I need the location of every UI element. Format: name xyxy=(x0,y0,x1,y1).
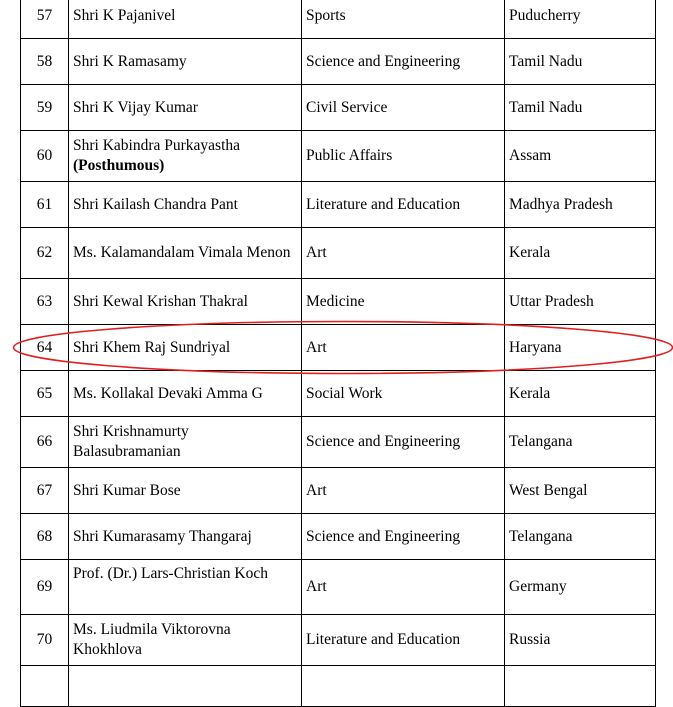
serial-number: 61 xyxy=(21,182,69,228)
table-row xyxy=(21,85,656,131)
table-row xyxy=(21,371,656,417)
award-field: Medicine xyxy=(302,279,505,325)
state-country: Puducherry xyxy=(505,0,656,39)
awardee-name: Shri Krishnamurty Balasubramanian xyxy=(69,417,302,468)
state-country: Telangana xyxy=(505,417,656,468)
award-field: Literature and Education xyxy=(302,615,505,666)
state-country: Germany xyxy=(505,560,656,615)
award-field: Literature and Education xyxy=(302,182,505,228)
award-field: Art xyxy=(302,325,505,371)
serial-number: 68 xyxy=(21,514,69,560)
state-country: Kerala xyxy=(505,371,656,417)
serial-number: 63 xyxy=(21,279,69,325)
table-row xyxy=(21,182,656,228)
state-country: Tamil Nadu xyxy=(505,39,656,85)
awardee-name: Shri Kailash Chandra Pant xyxy=(69,182,302,228)
awardee-name: Shri Kumarasamy Thangaraj xyxy=(69,514,302,560)
serial-number: 59 xyxy=(21,85,69,131)
posthumous-note: (Posthumous) xyxy=(73,157,165,174)
award-field: Art xyxy=(302,228,505,279)
table-row xyxy=(21,0,656,39)
table-row-partial xyxy=(21,666,656,707)
awardees-table xyxy=(20,0,656,707)
award-field: Sports xyxy=(302,0,505,39)
award-field: Social Work xyxy=(302,371,505,417)
state-country: Uttar Pradesh xyxy=(505,279,656,325)
table-row xyxy=(21,417,656,468)
award-field: Science and Engineering xyxy=(302,417,505,468)
serial-number: 58 xyxy=(21,39,69,85)
table-row xyxy=(21,615,656,666)
table-row xyxy=(21,39,656,85)
awardee-name: Shri K Ramasamy xyxy=(69,39,302,85)
state-country: Telangana xyxy=(505,514,656,560)
award-field xyxy=(302,666,505,707)
state-country: Russia xyxy=(505,615,656,666)
awardee-name xyxy=(69,666,302,707)
awardee-name: Shri Kumar Bose xyxy=(69,468,302,514)
table-row-highlighted xyxy=(21,325,656,371)
serial-number: 65 xyxy=(21,371,69,417)
table-row xyxy=(21,279,656,325)
award-field: Public Affairs xyxy=(302,131,505,182)
award-field: Art xyxy=(302,468,505,514)
table-row xyxy=(21,514,656,560)
table-row xyxy=(21,228,656,279)
serial-number xyxy=(21,666,69,707)
serial-number: 67 xyxy=(21,468,69,514)
state-country: Assam xyxy=(505,131,656,182)
state-country: Madhya Pradesh xyxy=(505,182,656,228)
awardee-name: Shri K Vijay Kumar xyxy=(69,85,302,131)
awardee-name: Shri K Pajanivel xyxy=(69,0,302,39)
serial-number: 70 xyxy=(21,615,69,666)
award-field: Art xyxy=(302,560,505,615)
awardee-name: Ms. Kalamandalam Vimala Menon xyxy=(69,228,302,279)
awardee-name: Shri Khem Raj Sundriyal xyxy=(69,325,302,371)
awardee-name: Shri Kewal Krishan Thakral xyxy=(69,279,302,325)
awardee-name: Shri Kabindra Purkayastha xyxy=(73,137,241,154)
state-country: West Bengal xyxy=(505,468,656,514)
state-country: Haryana xyxy=(505,325,656,371)
state-country xyxy=(505,666,656,707)
awardee-name-cell xyxy=(69,131,302,182)
awardee-name: Ms. Liudmila Viktorovna Khokhlova xyxy=(69,615,302,666)
state-country: Tamil Nadu xyxy=(505,85,656,131)
award-field: Science and Engineering xyxy=(302,514,505,560)
serial-number: 69 xyxy=(21,560,69,615)
awardee-name: Prof. (Dr.) Lars-Christian Koch xyxy=(69,560,302,615)
serial-number: 60 xyxy=(21,131,69,182)
awardee-name: Ms. Kollakal Devaki Amma G xyxy=(69,371,302,417)
serial-number: 66 xyxy=(21,417,69,468)
table-row xyxy=(21,131,656,182)
award-field: Science and Engineering xyxy=(302,39,505,85)
table-row xyxy=(21,560,656,615)
serial-number: 64 xyxy=(21,325,69,371)
serial-number: 62 xyxy=(21,228,69,279)
table-row xyxy=(21,468,656,514)
state-country: Kerala xyxy=(505,228,656,279)
award-field: Civil Service xyxy=(302,85,505,131)
serial-number: 57 xyxy=(21,0,69,39)
